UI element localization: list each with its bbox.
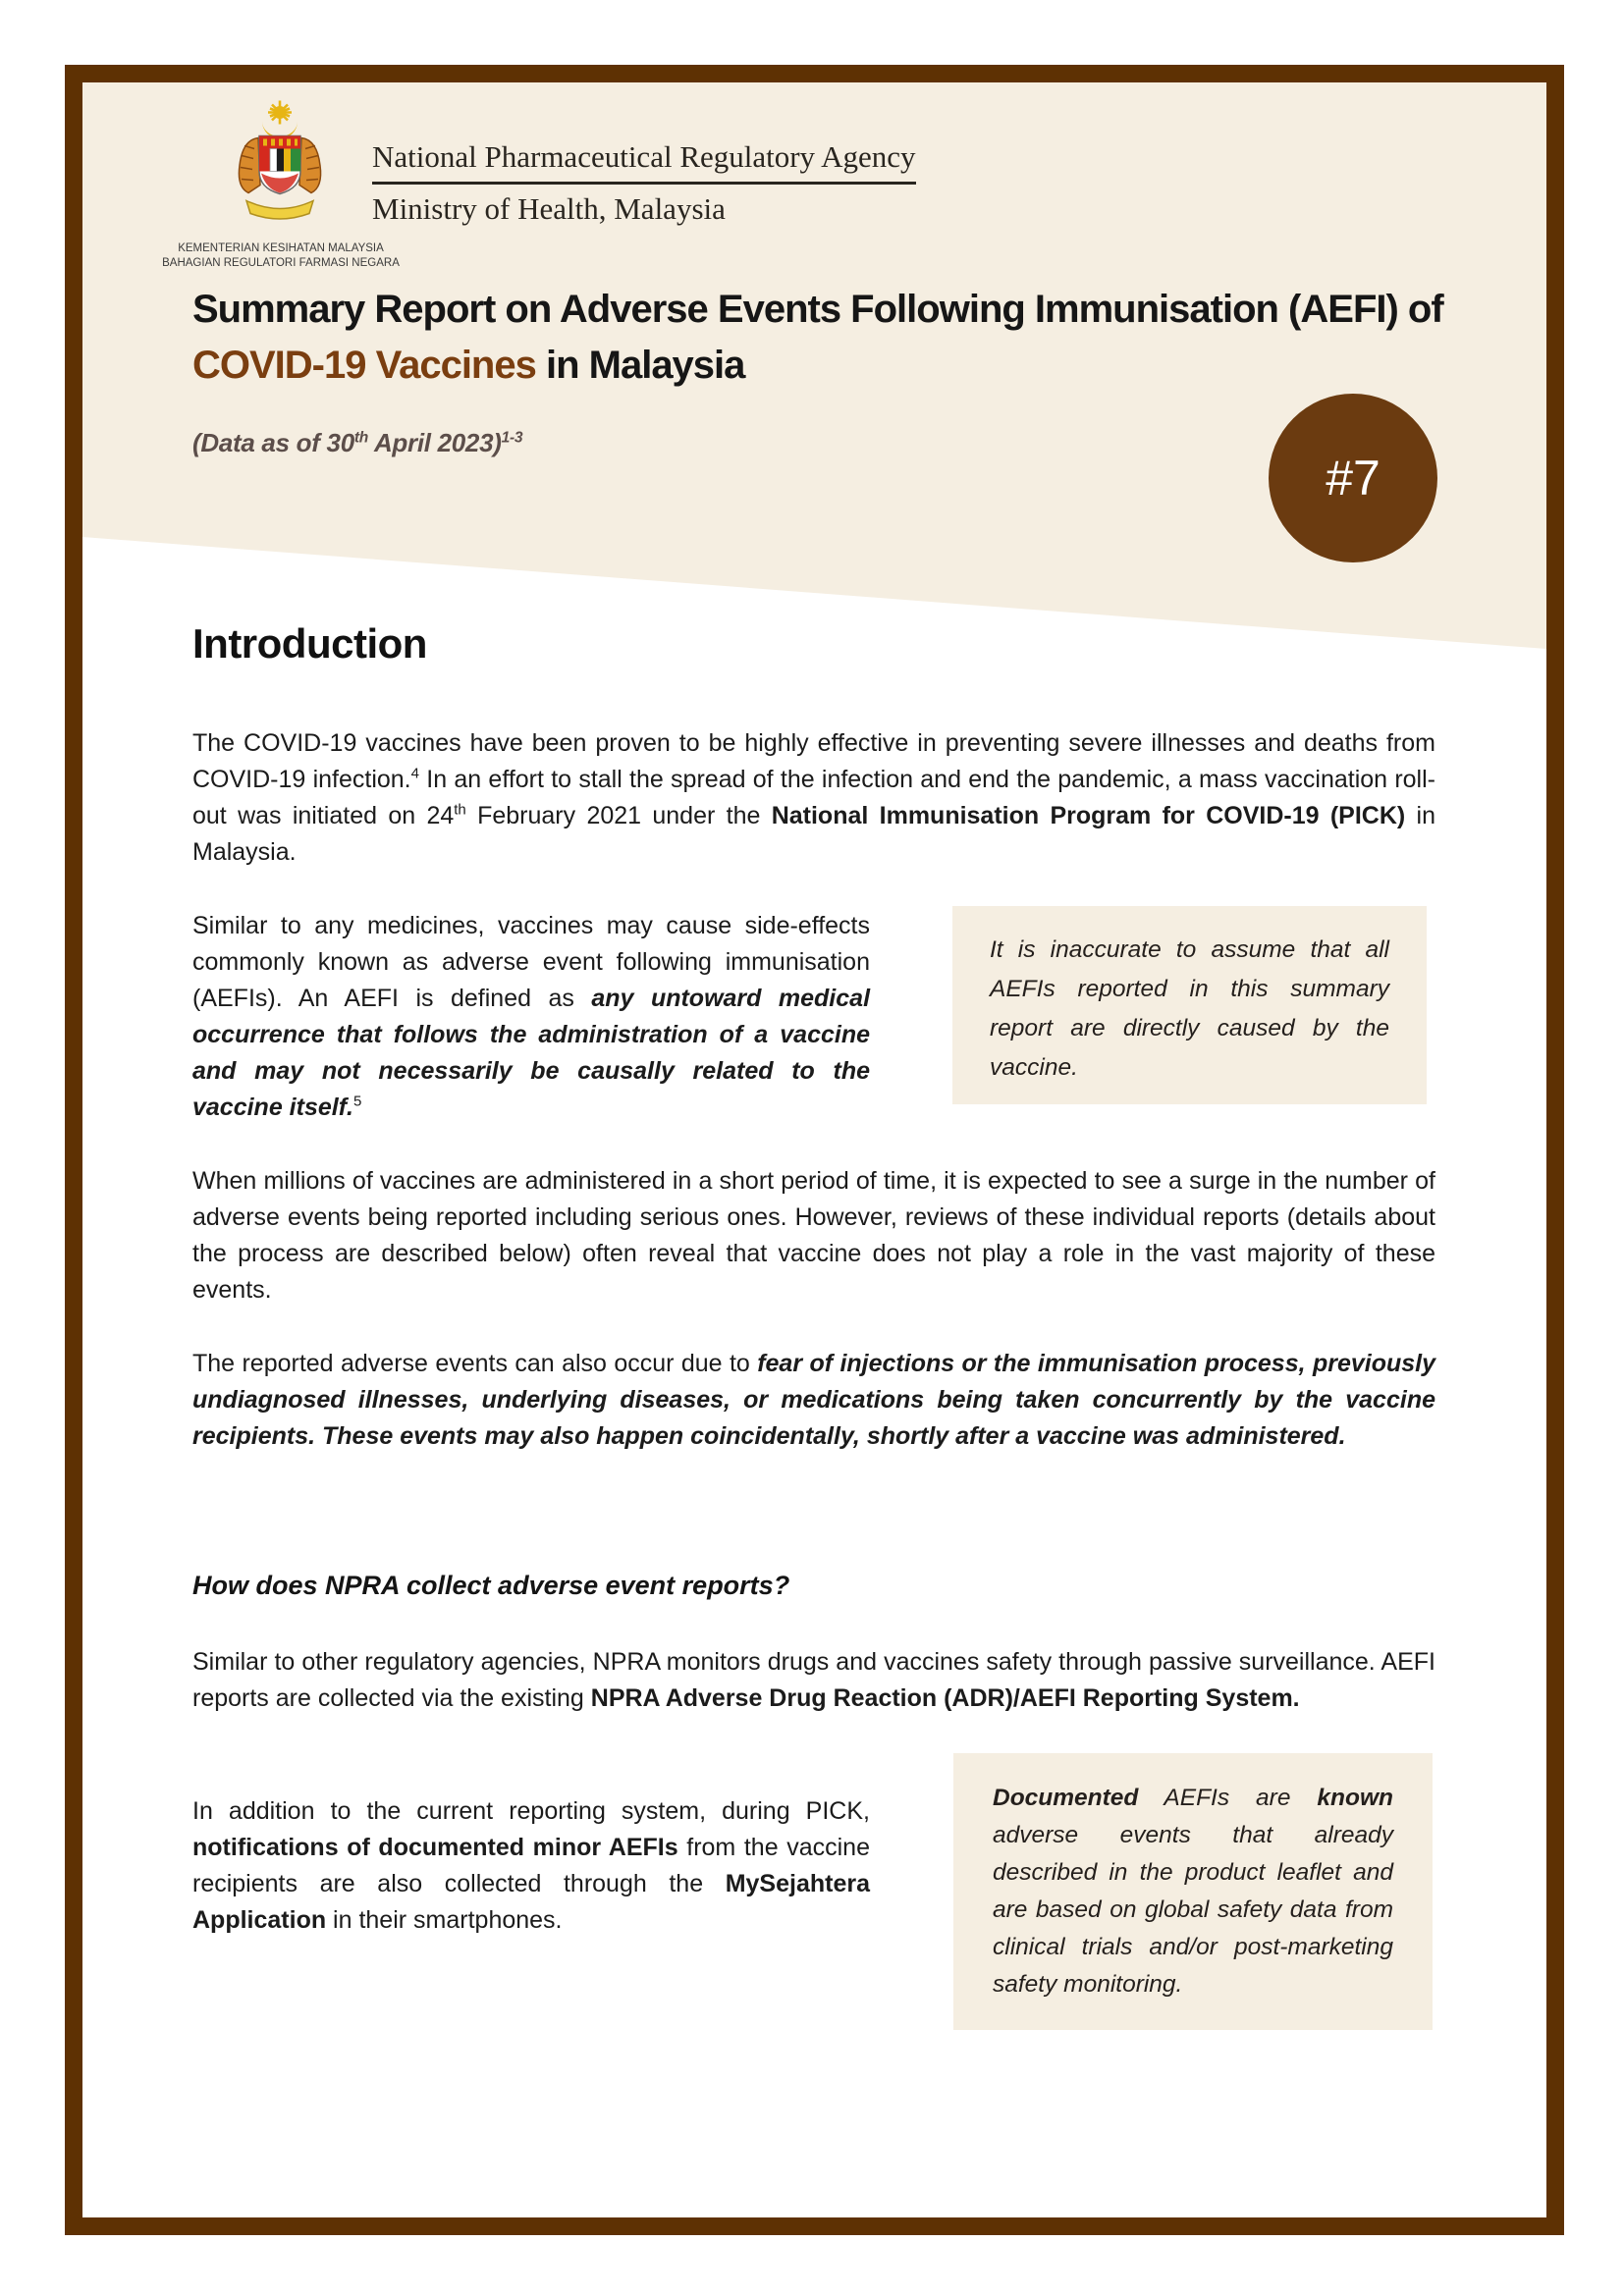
p1-sup-th: th	[454, 801, 466, 819]
title-highlight: COVID-19 Vaccines	[192, 344, 536, 387]
page-frame	[65, 65, 1564, 2235]
callout2-text: AEFIs are	[1138, 1785, 1318, 1811]
title-part2: in Malaysia	[535, 344, 745, 387]
p2-definition-italic: any untoward medical occurrence that follows the administration of a vaccine and may not necessarily be causally related to the vaccine itself.	[192, 985, 877, 1121]
p5-text: Similar to other regulatory agencies, NPRA monitors drugs and vaccines safety through passive surveillance. AEFI reports are collected via the existing	[192, 1648, 1442, 1712]
data-as-of-date	[192, 428, 522, 458]
dateline-superscript-th: th	[353, 429, 368, 447]
paragraph-other-causes	[192, 1346, 1442, 1455]
dateline-reference-superscript: 1-3	[501, 429, 523, 447]
callout-inaccurate-assumption	[952, 906, 1427, 1104]
p2-text: Similar to any medicines, vaccines may cause side-effects commonly known as adverse event following immunisation (AEFIs). An AEFI is defined as	[192, 912, 877, 1012]
p1-text2: In an effort to stall the spread of the infection and end the pandemic, a mass vaccination roll-out was initiated on 24	[192, 766, 1435, 829]
p6-text3: in their smartphones.	[326, 1906, 563, 1934]
p4-text: The reported adverse events can also occur due to	[192, 1350, 758, 1377]
crest-shield-icon	[259, 136, 300, 194]
dateline-text: (Data as of 30	[192, 428, 354, 457]
logo-caption-line1: KEMENTERIAN KESIHATAN MALAYSIA	[178, 242, 384, 254]
logo-caption-line2: BAHAGIAN REGULATORI FARMASI NEGARA	[162, 257, 400, 269]
p1-text: The COVID-19 vaccines have been proven to be highly effective in preventing severe illnesses and deaths from COVID-19 infection.	[192, 729, 1442, 793]
issue-number-badge: #7	[1269, 394, 1437, 562]
p2-ref5: 5	[352, 1093, 362, 1110]
p6-bold-mysejahtera: MySejahtera Application	[192, 1870, 877, 1934]
introduction-heading: Introduction	[192, 620, 427, 667]
p4-causes-italic: fear of injections or the immunisation process, previously undiagnosed illnesses, underlying diseases, or medications being taken concurrently by the vaccine recipients. These events may also happen coincidentally, shortly after a vaccine was administered.	[192, 1350, 1442, 1450]
p1-bold-pick: National Immunisation Program for COVID-19 (PICK)	[771, 802, 1406, 829]
p6-text: In addition to the current reporting system, during PICK,	[192, 1797, 877, 1825]
ministry-name: Ministry of Health, Malaysia	[372, 191, 726, 226]
p1-ref4: 4	[410, 765, 419, 782]
crest-ribbon-icon	[246, 201, 313, 220]
logo-captions	[148, 241, 413, 271]
callout-documented-aefi	[953, 1753, 1433, 2030]
report-title	[192, 282, 1453, 394]
paragraph-vaccine-effectiveness	[192, 725, 1442, 871]
subheading-npra-collection: How does NPRA collect adverse event reports?	[192, 1571, 790, 1600]
callout2-bold-documented: Documented	[993, 1785, 1139, 1811]
p5-bold-reporting-system: NPRA Adverse Drug Reaction (ADR)/AEFI Reporting System.	[590, 1684, 1300, 1712]
p6-bold-notifications: notifications of documented minor AEFIs	[192, 1834, 678, 1861]
p6-text2: from the vaccine recipients are also collected through the	[192, 1834, 877, 1897]
letterhead	[372, 139, 916, 227]
malaysia-coat-of-arms-logo	[229, 92, 331, 230]
p1-text3: February 2021 under the	[465, 802, 772, 829]
callout2-bold-known: known	[1317, 1785, 1393, 1811]
paragraph-aefi-definition	[192, 908, 877, 1126]
p3-text: When millions of vaccines are administered in a short period of time, it is expected to see a surge in the number of adverse events being reported including serious ones. However, reviews of these individual reports (details about the process are described below) often reveal that vaccine does not play a role in the vast majority of these events.	[192, 1167, 1442, 1304]
crest-star-core	[274, 106, 287, 119]
crest-left-tiger-icon	[239, 138, 260, 193]
callout1-text: It is inaccurate to assume that all AEFIs reported in this summary report are directly caused by the vaccine.	[990, 936, 1396, 1081]
paragraph-surge-in-reports	[192, 1163, 1442, 1308]
callout2-text2: adverse events that already described in the product leaflet and are based on global safety data from clinical trials and/or post-marketing safety monitoring.	[993, 1785, 1400, 1998]
paragraph-passive-surveillance	[192, 1644, 1442, 1717]
crest-right-tiger-icon	[299, 138, 321, 193]
paragraph-mysejahtera	[192, 1793, 877, 1939]
p1-text4: in Malaysia.	[192, 802, 1442, 866]
dateline-text2: April 2023)	[368, 428, 502, 457]
agency-name: National Pharmaceutical Regulatory Agency	[372, 139, 916, 185]
title-part1: Summary Report on Adverse Events Following Immunisation (AEFI) of	[192, 288, 1453, 331]
